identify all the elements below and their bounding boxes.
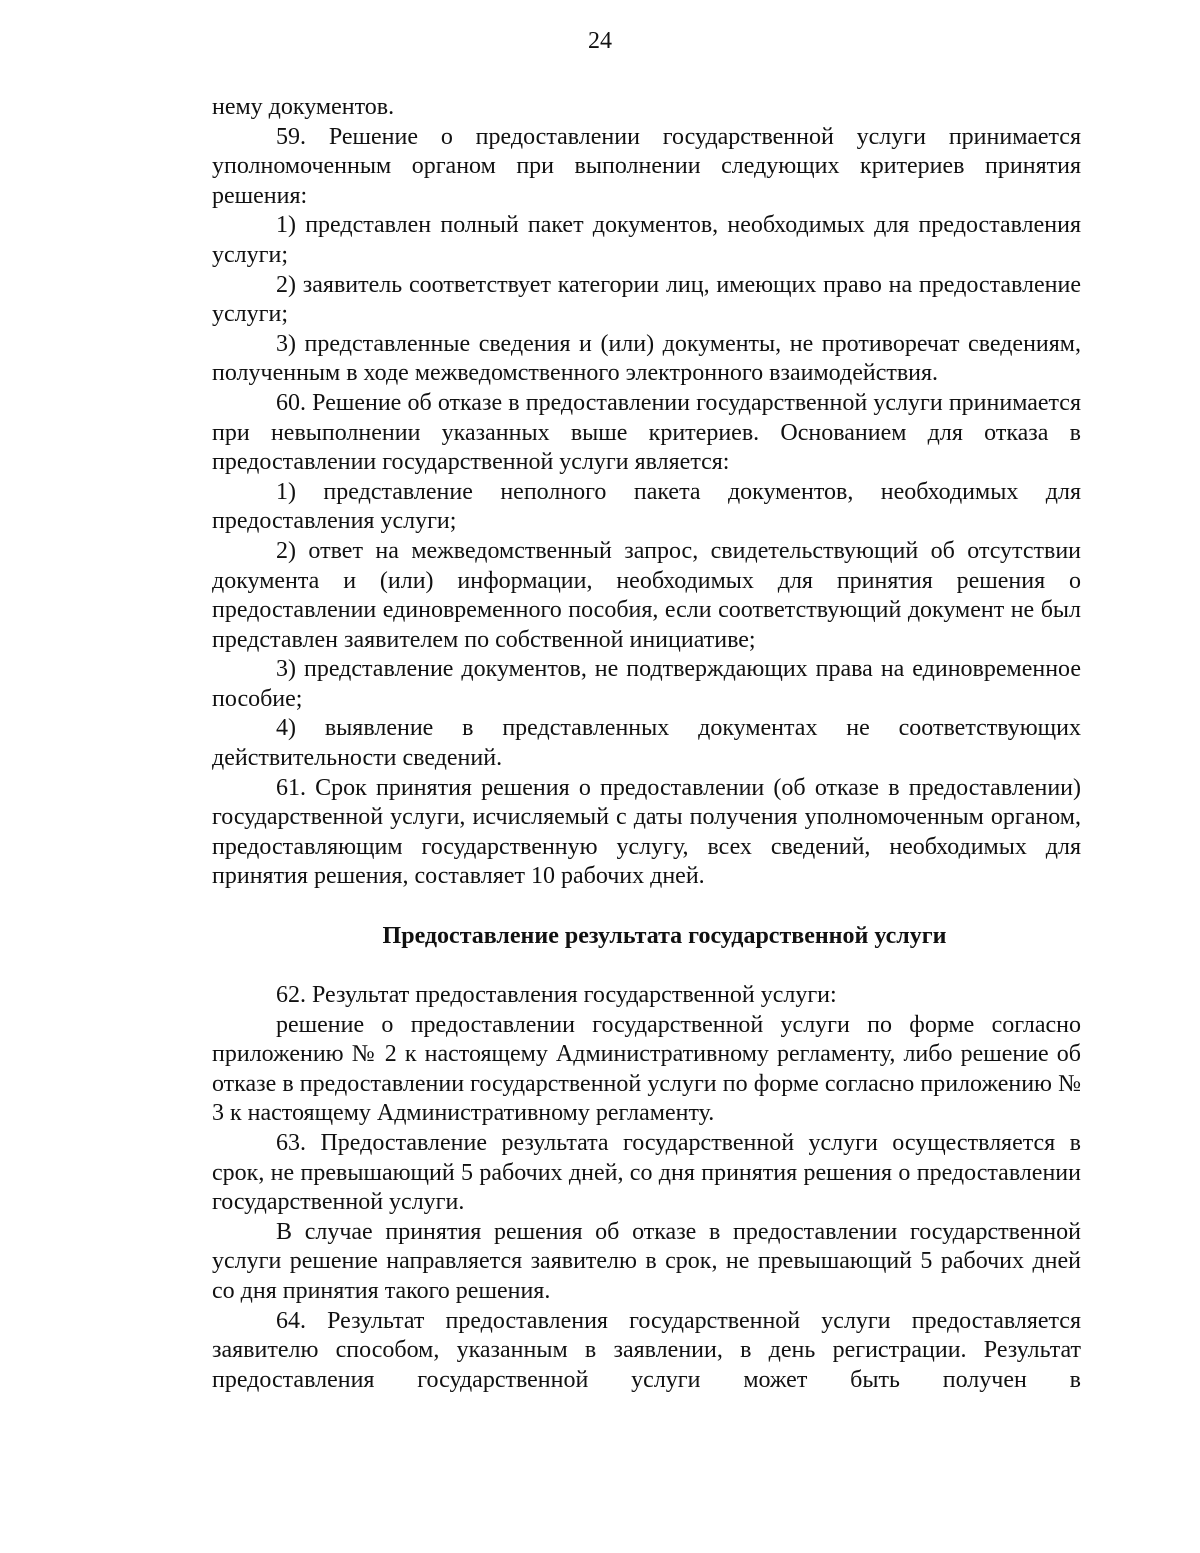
paragraph-63-refusal: В случае принятия решения об отказе в предоставлении государственной услуги решение направляется заявителю в срок, не превышающий 5 рабочих дней со дня принятия такого решения. xyxy=(212,1218,1081,1304)
paragraph-62: 62. Результат предоставления государственной услуги: xyxy=(276,982,837,1009)
paragraph-continuation: нему документов. xyxy=(212,94,395,120)
paragraph-59-item-3: 3) представленные сведения и (или) документы, не противоречат сведениям, полученным в ходе межведомственного электронного взаимодействия. xyxy=(212,330,1081,387)
paragraph-63: 63. Предоставление результата государственной услуги осуществляется в срок, не превышающий 5 рабочих дней, со дня принятия решения о предоставлении государственной услуги. xyxy=(212,1130,1081,1216)
paragraph-59: 59. Решение о предоставлении государственной услуги принимается уполномоченным органом при выполнении следующих критериев принятия решения: xyxy=(212,123,1081,209)
document-body xyxy=(212,93,1081,1395)
paragraph-61: 61. Срок принятия решения о предоставлении (об отказе в предоставлении) государственной услуги, исчисляемый с даты получения уполномоченным органом, предоставляющим государственную услугу, всех сведений, необходимых для принятия решения, составляет 10 рабочих дней. xyxy=(212,774,1081,890)
paragraph-60-item-3: 3) представление документов, не подтверждающих права на единовременное пособие; xyxy=(212,656,1081,712)
paragraph-62-result: решение о предоставлении государственной услуги по форме согласно приложению № 2 к настоящему Административному регламенту, либо решение об отказе в предоставлении государственной услуги по форме согласно приложению № 3 к настоящему Административному регламенту. xyxy=(212,1011,1081,1127)
paragraph-59-item-1: 1) представлен полный пакет документов, необходимых для предоставления услуги; xyxy=(212,212,1081,268)
paragraph-64: 64. Результат предоставления государственной услуги предоставляется заявителю способом, указанным в заявлении, в день регистрации. Результат предоставления государственной услуги может быть получен в xyxy=(212,1307,1081,1393)
paragraph-60: 60. Решение об отказе в предоставлении государственной услуги принимается при невыполнении указанных выше критериев. Основанием для отказа в предоставлении государственной услуги является: xyxy=(212,389,1081,476)
section-heading: Предоставление результата государственной услуги xyxy=(382,923,947,950)
paragraph-60-item-1: 1) представление неполного пакета документов, необходимых для предоставления услуги; xyxy=(212,478,1081,535)
paragraph-60-item-4: 4) выявление в представленных документах не соответствующих действительности сведений. xyxy=(212,715,1081,772)
page-number: 24 xyxy=(588,28,612,54)
paragraph-59-item-2: 2) заявитель соответствует категории лиц, имеющих право на предоставление услуги; xyxy=(212,271,1081,328)
paragraph-60-item-2: 2) ответ на межведомственный запрос, свидетельствующий об отсутствии документа и (или) информации, необходимых для принятия решения о предоставлении единовременного пособия, если соответствующий документ не был представлен заявителем по собственной инициативе; xyxy=(212,537,1081,653)
